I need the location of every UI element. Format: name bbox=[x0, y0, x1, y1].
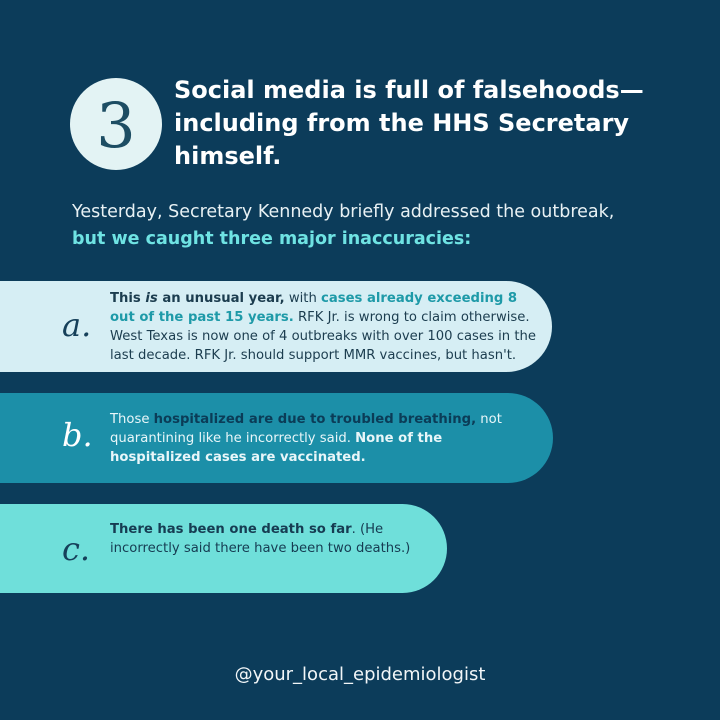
point-b-letter: b. bbox=[62, 416, 93, 454]
point-b-highlight: hospitalized are due to troubled breathing, bbox=[153, 412, 477, 427]
point-a-lead-end: an unusual year, bbox=[157, 291, 285, 306]
intro-text: Yesterday, Secretary Kennedy briefly addressed the outbreak, bbox=[72, 202, 615, 222]
point-b-lead: Those bbox=[110, 412, 154, 427]
point-a-text bbox=[110, 289, 540, 365]
number-badge bbox=[70, 78, 162, 170]
point-a-highlight: cases already exceeding 8 out of the past 15 years. bbox=[110, 291, 518, 325]
point-c-body: . (He incorrectly said there have been two deaths.) bbox=[110, 522, 411, 556]
point-c-card bbox=[0, 504, 447, 593]
point-c-letter: c. bbox=[62, 530, 91, 568]
number-badge-digit: 3 bbox=[96, 89, 136, 162]
slide-headline: Social media is full of falsehoods—including from the HHS Secretary himself. bbox=[174, 76, 644, 170]
point-a-lead: This bbox=[110, 291, 146, 306]
point-b-text bbox=[110, 410, 530, 467]
point-b-body: not quarantining like he incorrectly said. bbox=[110, 412, 502, 446]
point-c-lead: There has been one death so far bbox=[110, 522, 352, 537]
point-c-text bbox=[110, 520, 430, 558]
footer-handle: @your_local_epidemiologist bbox=[234, 664, 486, 685]
point-b-conclusion: None of the hospitalized cases are vaccinated. bbox=[110, 431, 443, 465]
point-a-emphasis: is bbox=[145, 291, 158, 306]
point-a-body: RFK Jr. is wrong to claim otherwise. West Texas is now one of 4 outbreaks with over 100 cases in the last decade. RFK Jr. should support MMR vaccines, but hasn't. bbox=[110, 310, 536, 363]
point-b-card bbox=[0, 393, 553, 483]
point-a-letter: a. bbox=[62, 306, 92, 344]
intro-highlight: but we caught three major inaccuracies: bbox=[72, 229, 472, 249]
point-a-card bbox=[0, 281, 552, 372]
point-a-connector: with bbox=[284, 291, 322, 306]
intro-paragraph bbox=[72, 199, 692, 253]
